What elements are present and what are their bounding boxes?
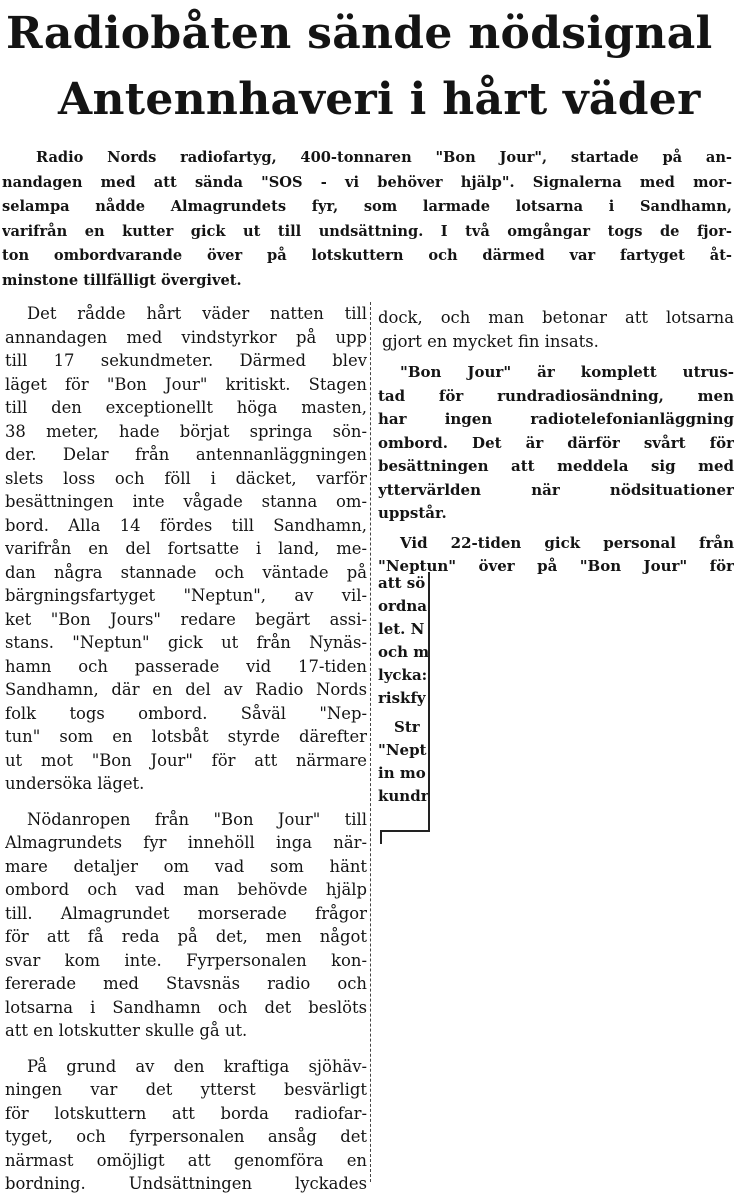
text-line: bordning. Undsättningen lyckades [5,1174,367,1193]
text-line: dock, och man betonar att lotsarna [378,308,734,327]
text-line: undersöka läget. [5,774,145,793]
left-column [5,302,367,1196]
fragment-line: "Nept [378,741,427,759]
fragment-line: att sö [378,574,426,592]
text-line: fererade med Stavsnäs radio och [5,974,367,993]
text-line: till den exceptionellt höga masten, [5,398,367,417]
text-line: yttervärlden när nödsituationer [378,480,734,499]
text-line: besättningen inte vågade stanna om- [5,492,367,511]
ingress-line: nandagen med att sända "SOS - vi behöver hjälp". Signalerna med mor- [2,173,732,191]
text-line: tad för rundradiosändning, men [378,386,734,405]
text-line: tun" som en lotsbåt styrde därefter [5,727,367,746]
ingress-line: selampa nådde Almagrundets fyr, som larmade lotsarna i Sandhamn, [2,198,732,216]
text-line: dan några stannade och väntade på [5,562,367,582]
text-line: Sandhamn, där en del av Radio Nords [5,680,367,699]
headline-line-2: Antennhaveri i hårt väder [58,74,701,125]
paragraph [5,302,367,796]
text-line: till 17 sekundmeter. Därmed blev [5,351,367,370]
text-line: närmast omöjligt att genomföra en [5,1150,367,1170]
text-line: Nödanropen från "Bon Jour" till [27,809,367,829]
ingress-line: varifrån en kutter gick ut till undsättning. I två omgångar togs de fjor- [2,222,732,240]
text-line: gjort en mycket fin insats. [382,331,599,351]
text-line: Det rådde hårt väder natten till [27,304,367,323]
text-line: "Neptun" över på "Bon Jour" för [378,557,734,575]
text-line: för att få reda på det, men något [5,927,367,946]
text-line: ket "Bon Jours" redare begärt assi- [5,609,367,629]
fragment-line: in mo [378,764,426,782]
text-line: tyget, och fyrpersonalen ansåg det [5,1127,367,1146]
text-line: slets loss och föll i däcket, varför [5,468,367,488]
right-column [378,306,734,579]
torn-edge-line [428,572,436,832]
text-line: folk togs ombord. Såväl "Nep- [5,703,367,723]
text-line: annandagen med vindstyrkor på upp [5,327,367,347]
text-line: mare detaljer om vad som hänt [5,856,367,876]
text-line: der. Delar från antennanläggningen [5,445,367,464]
ingress-line: Radio Nords radiofartyg, 400-tonnaren "Bon Jour", startade på an- [36,149,732,166]
paragraph [5,808,367,1043]
column-divider [370,302,371,1182]
fragment-line: let. N [378,620,425,638]
text-line: ningen var det ytterst besvärligt [5,1080,367,1099]
text-line: ombord och vad man behövde hjälp [5,880,367,899]
fragment-line: lycka: [378,666,428,684]
text-line: för lotskuttern att borda radiofar- [5,1103,367,1123]
text-line: stans. "Neptun" gick ut från Nynäs- [5,633,367,652]
torn-foot-line [380,830,428,832]
fragment-line: Str [394,718,420,736]
text-line: varifrån en del fortsatte i land, me- [5,539,367,558]
ingress-line: ton ombordvarande över på lotskuttern och därmed var fartyget åt- [2,247,732,265]
text-line: lotsarna i Sandhamn och det beslöts [5,997,367,1017]
text-line: På grund av den kraftiga sjöhäv- [27,1056,367,1076]
paragraph [5,1055,367,1196]
fragment-line: och m [378,643,430,661]
text-line: till. Almagrundet morserade frågor [5,903,367,923]
text-line: 38 meter, hade börjat springa sön- [5,421,367,441]
text-line: läget för "Bon Jour" kritiskt. Stagen [5,374,367,394]
text-line: att en lotskutter skulle gå ut. [5,1021,248,1040]
text-line: ombord. Det är därför svårt för [378,433,734,452]
text-line: Vid 22-tiden gick personal från [400,533,734,552]
text-line: "Bon Jour" är komplett utrus- [400,363,734,381]
text-line: bord. Alla 14 fördes till Sandhamn, [5,515,367,535]
text-line: hamn och passerade vid 17-tiden [5,656,367,676]
torn-tick-line [380,830,382,844]
text-line: har ingen radiotelefonianläggning [378,410,734,428]
headline-line-1: Radiobåten sände nödsignal [6,8,713,59]
fragment-line: ordna [378,597,428,615]
ingress-line: minstone tillfälligt övergivet. [2,271,242,289]
text-line: svar kom inte. Fyrpersonalen kon- [5,950,367,970]
torn-clipping-fragment [378,572,430,824]
text-line: ut mot "Bon Jour" för att närmare [5,750,367,770]
fragment-line: kundr [378,787,429,805]
text-line: Almagrundets fyr innehöll inga när- [5,833,367,852]
text-line: bärgningsfartyget "Neptun", av vil- [5,586,367,605]
text-line: uppstår. [378,504,447,522]
fragment-line: riskfy [378,689,426,707]
paragraph [378,306,734,353]
paragraph [378,361,734,526]
text-line: besättningen att meddela sig med [378,457,734,475]
article-ingress [2,146,732,294]
